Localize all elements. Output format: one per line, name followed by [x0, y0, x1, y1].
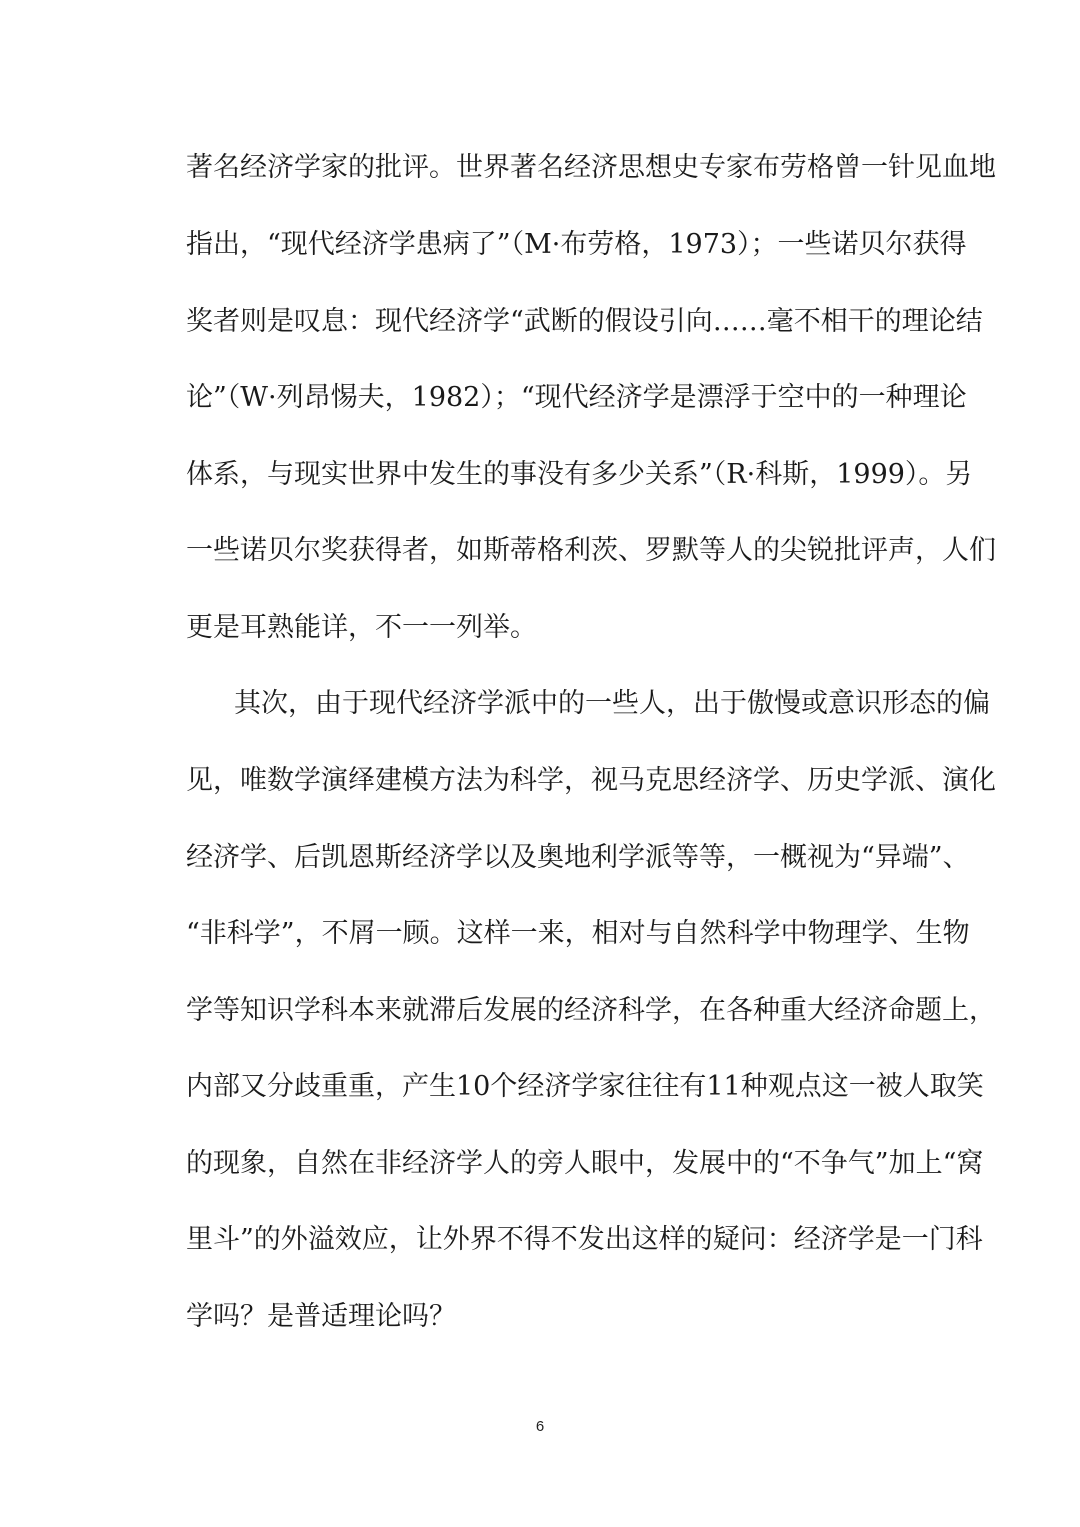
text-line: 经济学、后凯恩斯经济学以及奥地利学派等等，一概视为“异端”、 — [186, 842, 970, 873]
text-line: 一些诺贝尔奖获得者，如斯蒂格利茨、罗默等人的尖锐批评声，人们 — [186, 535, 996, 566]
text-line: 学吗？是普适理论吗？ — [186, 1301, 456, 1332]
page-number: 6 — [535, 1418, 545, 1435]
text-line: 内部又分歧重重，产生10个经济学家往往有11种观点这一被人取笑 — [186, 1071, 984, 1102]
text-line: 著名经济学家的批评。世界著名经济思想史专家布劳格曾一针见血地 — [186, 152, 996, 183]
text-line: 论”（W·列昂惕夫，1982）；“现代经济学是漂浮于空中的一种理论 — [186, 382, 967, 413]
text-line: 见，唯数学演绎建模方法为科学，视马克思经济学、历史学派、演化 — [186, 765, 996, 796]
text-line: 学等知识学科本来就滞后发展的经济科学，在各种重大经济命题上， — [186, 995, 996, 1026]
text-line: 指出，“现代经济学患病了”（M·布劳格，1973）；一些诺贝尔获得 — [186, 229, 967, 260]
text-line: 体系，与现实世界中发生的事没有多少关系”（R·科斯，1999）。另 — [186, 459, 973, 490]
text-line: “非科学”，不屑一顾。这样一来，相对与自然科学中物理学、生物 — [186, 918, 970, 949]
text-line: 奖者则是叹息：现代经济学“武断的假设引向……毫不相干的理论结 — [186, 306, 983, 337]
text-line: 的现象，自然在非经济学人的旁人眼中，发展中的“不争气”加上“窝 — [186, 1148, 984, 1179]
text-line: 其次，由于现代经济学派中的一些人，出于傲慢或意识形态的偏 — [234, 688, 990, 719]
text-line: 更是耳熟能详，不一一列举。 — [186, 612, 537, 643]
text-line: 里斗”的外溢效应，让外界不得不发出这样的疑问：经济学是一门科 — [186, 1224, 983, 1255]
